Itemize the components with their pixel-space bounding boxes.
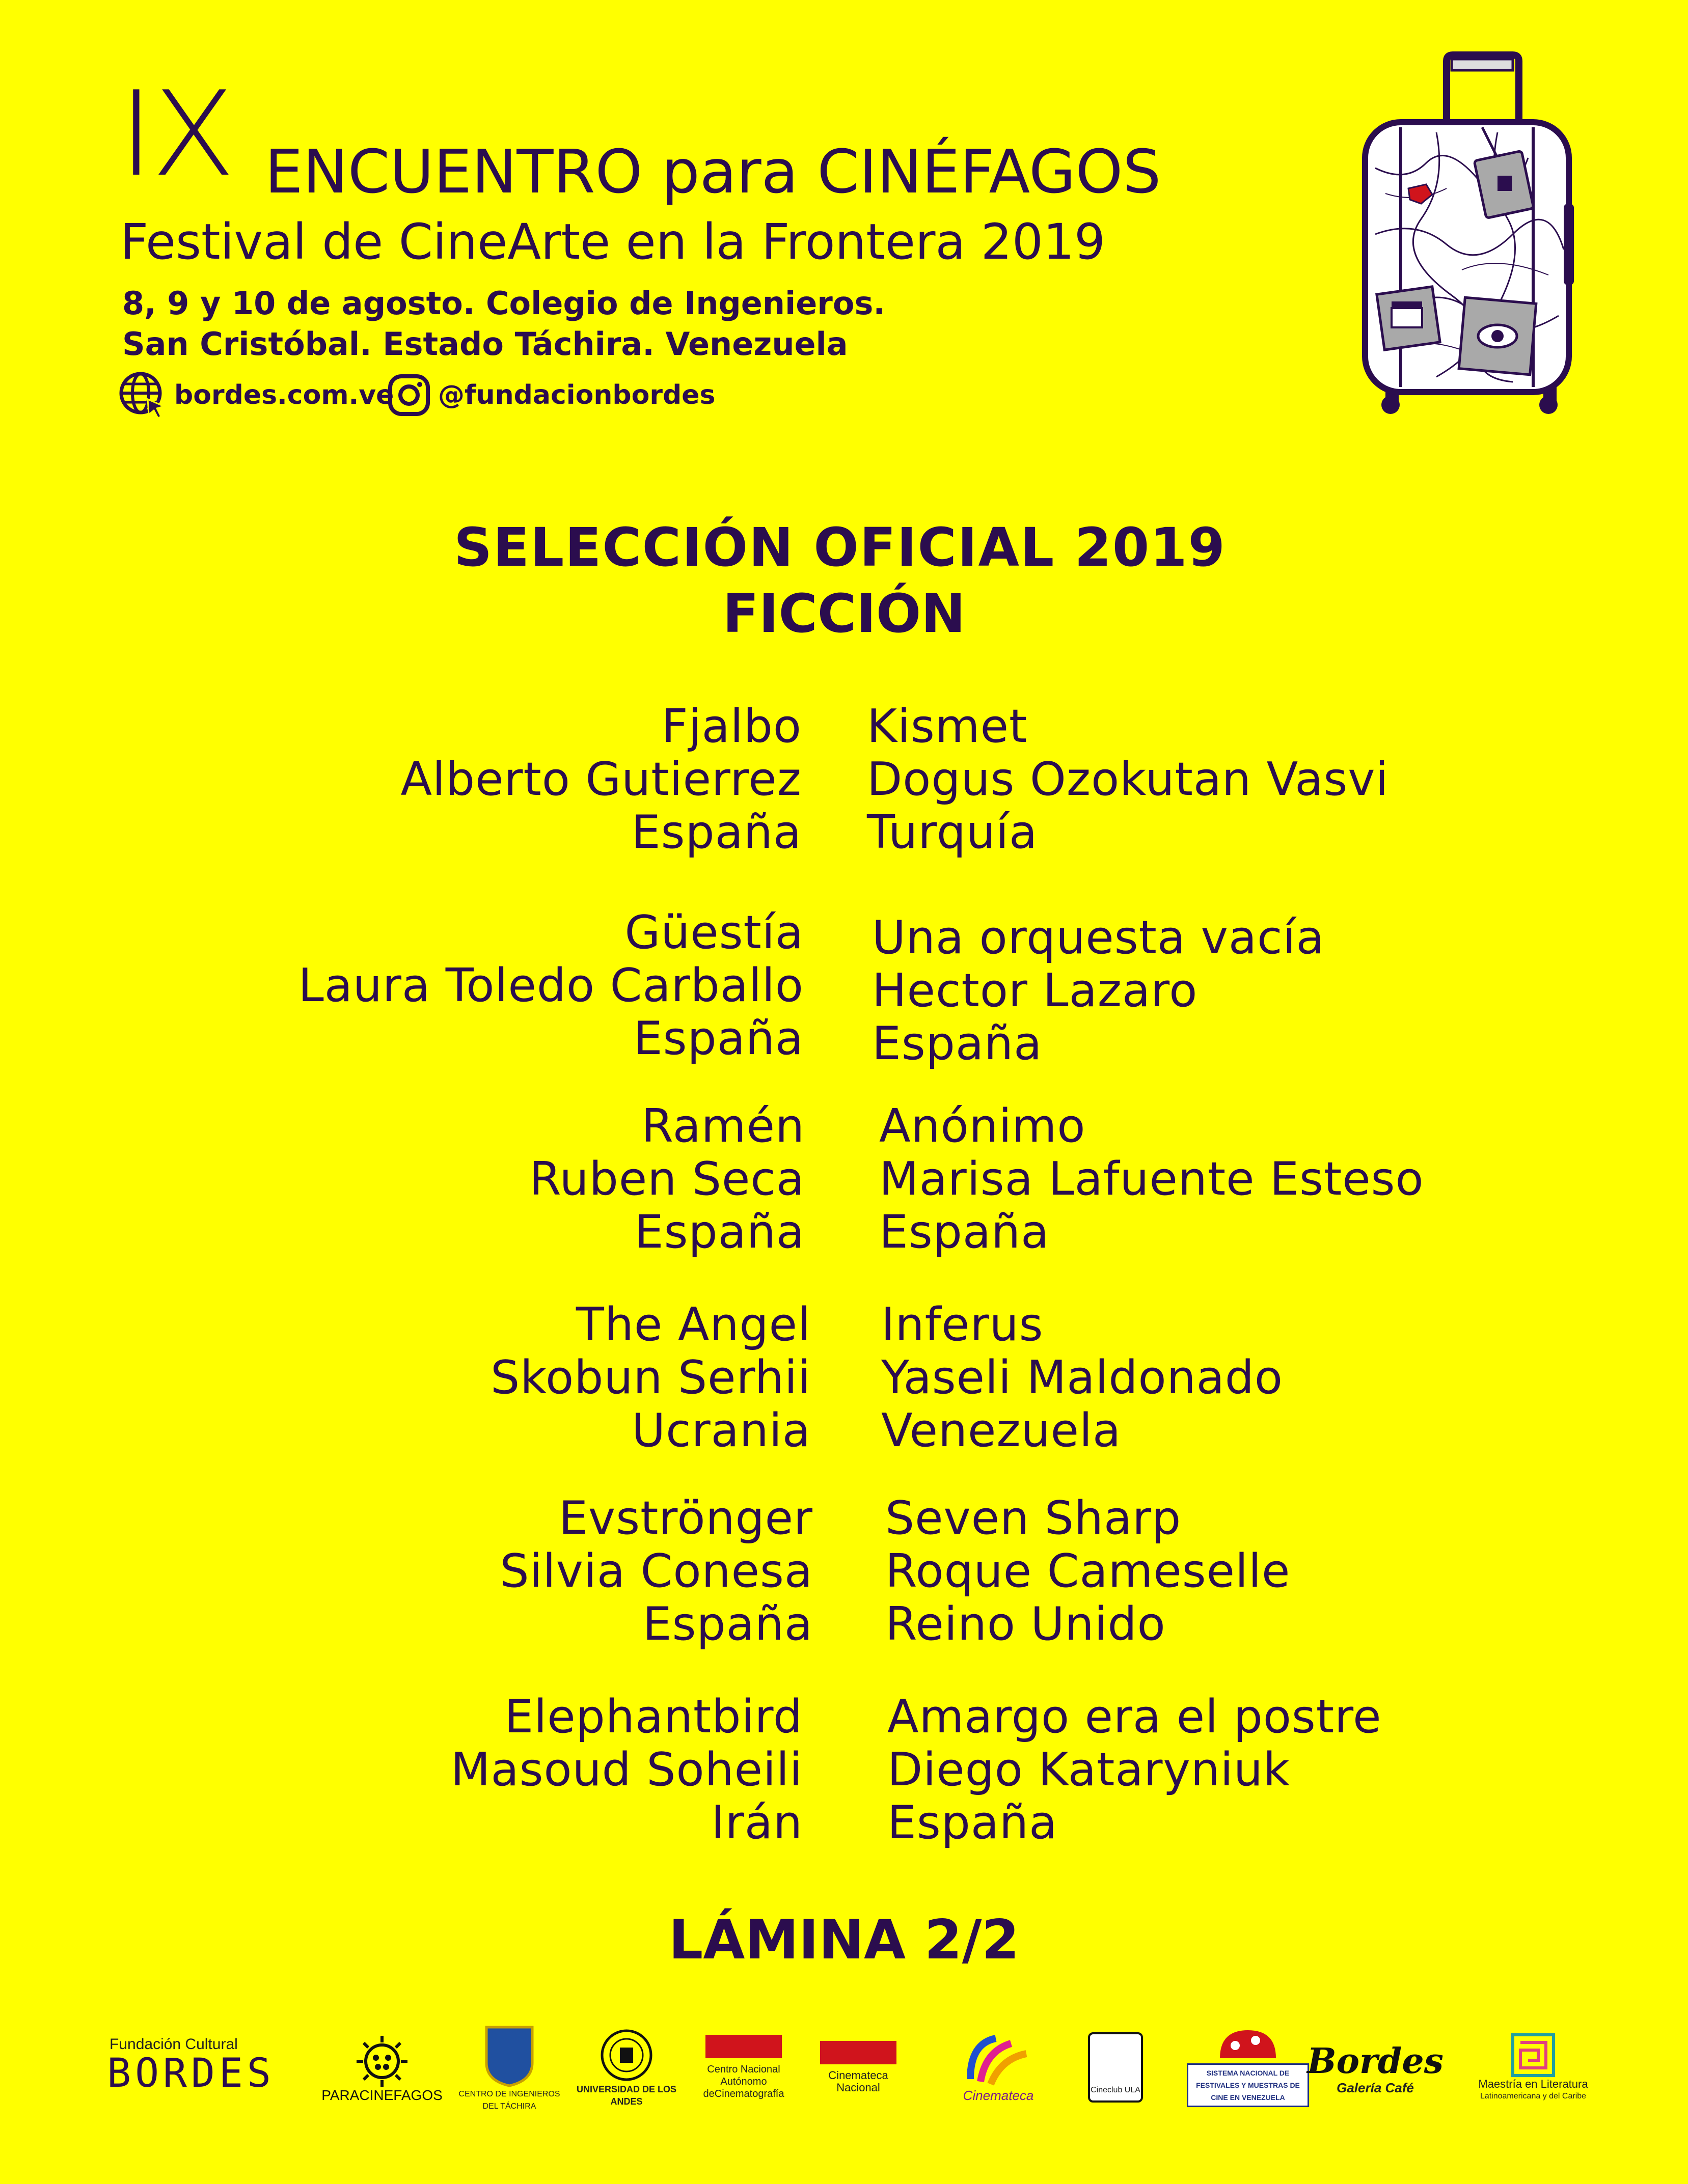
film-country: España: [872, 1017, 1043, 1070]
festival-title: ENCUENTRO para CINÉFAGOS: [265, 136, 1161, 207]
logo-ula: UNIVERSIDAD DE LOS ANDES: [576, 2016, 677, 2118]
logo-sistema-nacional-festivales: SISTEMA NACIONAL DE FESTIVALES Y MUESTRAS DE CINE EN VENEZUELA: [1187, 2016, 1309, 2118]
film-country: España: [631, 806, 802, 859]
selection-title: SELECCIÓN OFICIAL 2019: [454, 516, 1226, 578]
film-country: Ucrania: [632, 1404, 811, 1457]
film-title: Anónimo: [879, 1099, 1086, 1153]
film-country: Reino Unido: [885, 1597, 1166, 1651]
logo-cnac: Centro Nacional Autónomo deCinematografía: [693, 2016, 795, 2118]
logo-fundacion-bordes: Fundación Cultural BORDES: [107, 2036, 275, 2096]
film-title: Fjalbo: [661, 700, 802, 753]
film-director: Silvia Conesa: [500, 1544, 813, 1598]
film-right: [867, 700, 1389, 859]
logo-cinemateca-san-cristobal: Cinemateca: [937, 2016, 1059, 2118]
website-text: bordes.com.ve: [174, 380, 394, 410]
sponsor-logos: [0, 2016, 1688, 2118]
film-country: Venezuela: [881, 1404, 1122, 1457]
logo-paracinefagos: PARACINEFAGOS: [331, 2016, 433, 2118]
film-director: Skobun Serhii: [491, 1351, 811, 1404]
instagram-icon: [387, 373, 431, 417]
globe-cursor-icon: [118, 371, 167, 420]
maze-icon: [1510, 2032, 1556, 2078]
film-right: [879, 1100, 1424, 1259]
instagram-text: @fundacionbordes: [438, 380, 716, 410]
festival-place: San Cristóbal. Estado Táchira. Venezuela: [122, 325, 848, 363]
film-title: Una orquesta vacía: [872, 911, 1325, 964]
film-director: Alberto Gutierrez: [400, 753, 802, 806]
instagram-link[interactable]: [387, 371, 715, 420]
film-title: Ramén: [641, 1099, 805, 1153]
film-left: [529, 1100, 805, 1259]
logo-colegio-ingenieros: CENTRO DE INGENIEROS DEL TÁCHIRA: [458, 2016, 560, 2118]
film-right: [885, 1492, 1290, 1651]
film-left: [500, 1492, 813, 1651]
film-title: Güestía: [624, 906, 804, 959]
film-country: España: [634, 1205, 805, 1259]
film-country: España: [633, 1012, 804, 1065]
film-title: The Angel: [576, 1298, 811, 1351]
logo-cineclub-ula: Cineclub ULA: [1080, 2016, 1151, 2118]
film-left: [298, 906, 804, 1065]
film-director: Masoud Soheili: [450, 1743, 803, 1796]
logo-cinemateca-nacional: Cinemateca Nacional: [807, 2016, 909, 2118]
film-left: [400, 700, 802, 859]
film-director: Diego Kataryniuk: [887, 1743, 1290, 1796]
suitcase-illustration: [1345, 51, 1584, 418]
cinemateca-mark: [820, 2041, 896, 2064]
film-director: Laura Toledo Carballo: [298, 959, 804, 1012]
film-title: Elephantbird: [504, 1690, 803, 1744]
film-country: España: [879, 1205, 1050, 1259]
film-right: [872, 911, 1325, 1070]
festival-subtitle: Festival de CineArte en la Frontera 2019: [120, 213, 1106, 270]
film-title: Inferus: [881, 1298, 1044, 1351]
film-country: España: [887, 1796, 1058, 1849]
film-director: Marisa Lafuente Esteso: [879, 1152, 1424, 1206]
logo-bordes-galeria-cafe: Bordes Galería Café: [1307, 2041, 1444, 2095]
ribbon-icon: [960, 2033, 1037, 2089]
film-country: España: [642, 1597, 813, 1651]
film-right: [887, 1691, 1382, 1849]
film-title: Kismet: [867, 700, 1028, 753]
mushroom-icon: [1215, 2028, 1281, 2063]
website-link[interactable]: [118, 371, 394, 420]
film-title: Seven Sharp: [885, 1491, 1182, 1545]
sheet-number: LÁMINA 2/2: [668, 1909, 1020, 1971]
film-director: Hector Lazaro: [872, 964, 1198, 1017]
university-seal-icon: [598, 2027, 655, 2083]
cnac-mark: [705, 2035, 782, 2058]
logo-maestria-literatura: Maestría en Literatura Latinoamericana y del Caribe: [1467, 2016, 1599, 2118]
film-title: Evströnger: [559, 1491, 813, 1545]
festival-dates: 8, 9 y 10 de agosto. Colegio de Ingenieros.: [122, 285, 885, 322]
film-director: Ruben Seca: [529, 1152, 805, 1206]
film-director: Dogus Ozokutan Vasvi: [867, 753, 1389, 806]
film-left: [491, 1298, 811, 1457]
film-director: Roque Cameselle: [885, 1544, 1291, 1598]
shield-icon: [481, 2022, 537, 2088]
sun-icon: [351, 2033, 413, 2089]
film-left: [451, 1691, 803, 1849]
film-title: Amargo era el postre: [887, 1690, 1382, 1744]
film-right: [881, 1298, 1283, 1457]
film-country: Turquía: [867, 806, 1038, 859]
film-country: Irán: [711, 1796, 803, 1849]
film-director: Yaseli Maldonado: [881, 1351, 1283, 1404]
edition-number: IX: [118, 67, 233, 203]
selection-genre: FICCIÓN: [722, 583, 966, 645]
